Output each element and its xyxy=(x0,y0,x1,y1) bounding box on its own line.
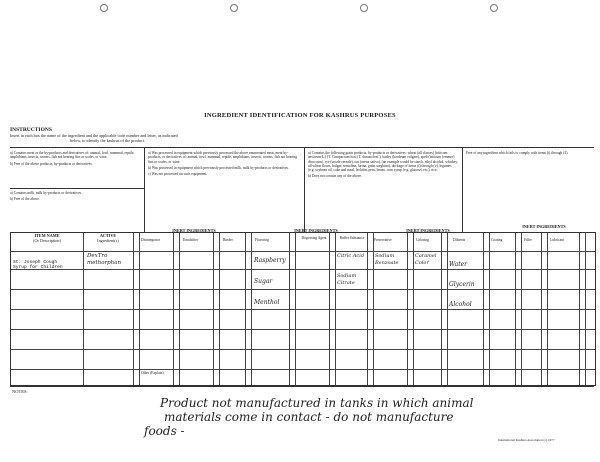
col-coloring: Coloring xyxy=(416,238,429,242)
code-3c: c) Was not processed on such equipment. xyxy=(148,172,208,177)
flavoring-value: Raspberry xyxy=(254,257,286,264)
other-explain-label: Other (Explain) xyxy=(141,371,164,375)
note-line: foods - xyxy=(144,424,185,438)
col-lubricant: Lubricant xyxy=(550,238,564,242)
active-ingredient-value xyxy=(87,253,121,266)
inert-ingredients-header: INERT INGREDIENTS xyxy=(406,228,450,233)
item-name-header xyxy=(11,233,83,243)
col-coating: Coating xyxy=(491,238,503,242)
handwritten-note xyxy=(144,396,580,438)
inert-ingredients-header: INERT INGREDIENTS xyxy=(522,224,566,229)
item-name-sublabel: (Or Description) xyxy=(33,238,61,243)
ingredient-table xyxy=(10,224,596,386)
code-3a: a) Was processed in equipment which previously processed the above enumerated meat, meat by-products, or derivatives of: animal, fowl, mammal, reptile, amphibians, insects, worms, fish not bearing fins or scales, or wine. xyxy=(148,151,298,164)
item-name-value xyxy=(13,260,63,270)
col-filler: Filler xyxy=(524,238,532,242)
inert-ingredients-header: INERT INGREDIENTS xyxy=(294,228,338,233)
code-1 xyxy=(10,151,140,166)
col-buffer-substance: Buffer Substance xyxy=(339,236,365,240)
instructions-line: Insert in each box the name of the ingredient and the applicable code number and letter, as indicated xyxy=(10,133,178,138)
coloring-value: Caramel Color xyxy=(415,253,437,266)
code-2 xyxy=(10,191,140,202)
item-name-label: ITEM NAME xyxy=(34,233,60,238)
active-sublabel: Ingredient(s) xyxy=(97,238,119,243)
instructions-text xyxy=(10,133,370,143)
flavoring-value: Menthol xyxy=(254,299,280,306)
code-4a: a) Contains the following grain products, by-products or derivatives: wheat (all classes) (triticum aestivum L.) (T. Compactum host) T. durum desf.), barley (hordeum vulgare), spelt (triticum (emmer) dicoccum), rye (secale cereale), oat (avena sativa), (an example would be starch, ethyl alcohol, whiskey, all wheat flours, bulgar, semolina, farina, grain sorghum), dockage of items (i) through (v), legumes (e.g. soybean oil, cake and meal, lechitin, peas, beans, corn syrup (e.g. glucose) etc.), rice. xyxy=(308,151,458,173)
form-title: INGREDIENT IDENTIFICATION FOR KASHRUS PURPOSES xyxy=(204,112,396,119)
col-emulsifier: Emulsifier xyxy=(183,238,199,242)
diluent-value: Glycerin xyxy=(449,281,475,288)
item-name-line: St. Joseph Cough xyxy=(13,260,58,265)
buffer-value: Citric Acid xyxy=(337,253,365,259)
binder-hole-icon xyxy=(490,4,498,12)
code-5: Free of any ingredient which fails to comply with items (i) through (4). xyxy=(466,151,569,155)
instructions-heading: INSTRUCTIONS xyxy=(10,127,52,133)
item-name-line: Syrup for Children xyxy=(13,265,63,270)
col-disintegrator: Disintegrator xyxy=(141,238,160,242)
code-1b: b) Free of the above products, by-products or derivatives. xyxy=(10,161,93,166)
col-flavoring: Flavoring xyxy=(255,238,269,242)
diluent-value: Alcohol xyxy=(449,301,472,308)
preservative-value: Sodium Benzoate xyxy=(375,253,399,266)
code-4 xyxy=(308,151,458,179)
code-4b: b) Does not contain any of the above. xyxy=(308,174,362,179)
binder-hole-icon xyxy=(360,4,368,12)
binder-hole-icon xyxy=(100,4,108,12)
instructions-line: below, to identify the kashrus of the product. xyxy=(70,138,145,143)
active-ingredient-header xyxy=(83,233,133,243)
active-label: ACTIVE xyxy=(99,233,117,238)
code-2a: a) Contains milk, milk by-products or derivatives. xyxy=(10,191,82,195)
col-diluents: Diluents xyxy=(453,238,466,242)
flavoring-value: Sugar xyxy=(254,278,273,285)
code-1a: a) Contains meat or the by-products and derivatives of: animal, fowl, mammal, reptile, amphibians, insects, worms, fish not bearing fins or scales, or wine. xyxy=(10,151,135,160)
notes-label: NOTES: xyxy=(12,389,28,394)
code-3b: b) Was processed in equipment which previously processed milk, milk by-products or derivatives. xyxy=(148,165,289,170)
inert-ingredients-header: INERT INGREDIENTS xyxy=(172,228,216,233)
code-section xyxy=(10,147,594,233)
note-line: materials come in contact - do not manufacture xyxy=(164,410,454,424)
code-2b: b) Free of the above. xyxy=(10,197,40,202)
footer-copyright: International Kashrus Association (c) 1977 xyxy=(498,438,555,442)
active-line: DexTro xyxy=(87,253,108,259)
diluent-value: Water xyxy=(449,261,468,268)
active-line: methorphan xyxy=(87,259,122,266)
binder-hole-icon xyxy=(230,4,238,12)
code-3 xyxy=(148,151,300,176)
col-dispersing-agent: Dispersing Agent xyxy=(301,236,327,240)
col-preservative: Preservative xyxy=(374,238,392,242)
col-binder: Binder xyxy=(223,238,233,242)
buffer-value: Sodium Citrate xyxy=(337,273,357,286)
note-line: Product not manufactured in tanks in which animal xyxy=(160,396,474,410)
